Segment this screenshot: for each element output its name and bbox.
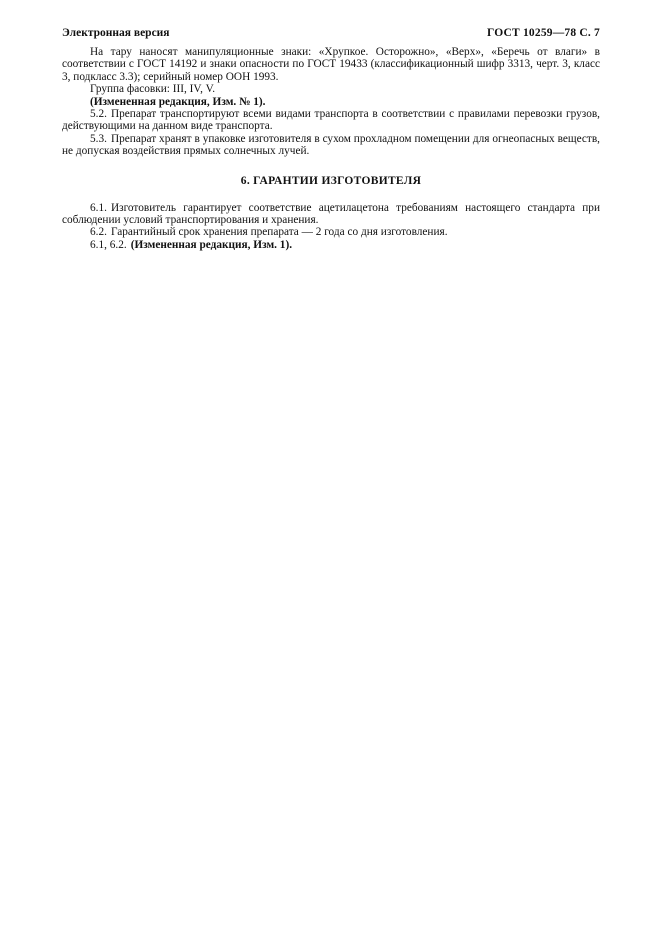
header-standard-page: ГОСТ 10259—78 С. 7 bbox=[487, 27, 600, 39]
clause-number: 6.2. bbox=[90, 226, 107, 239]
amendment-text: (Измененная редакция, Изм. 1). bbox=[130, 238, 293, 251]
clause-number: 6.1, 6.2. bbox=[90, 238, 127, 251]
amendment-note-6 bbox=[62, 239, 600, 251]
clause-6-1 bbox=[62, 202, 600, 227]
clause-5-3 bbox=[62, 133, 600, 158]
header-edition-label: Электронная версия bbox=[62, 27, 170, 39]
clause-number: 5.3. bbox=[90, 132, 107, 145]
clause-5-2 bbox=[62, 108, 600, 133]
clause-text: Препарат хранят в упаковке изготовителя в сухом прохладном помещении для огнеопасных веществ, не допуская воздействия прямых солнечных лучей. bbox=[62, 132, 600, 158]
clause-text: Препарат транспортируют всеми видами транспорта в соответствии с правилами перевозки грузов, действующими на данном виде транспорта. bbox=[62, 108, 600, 133]
clause-6-2 bbox=[62, 226, 600, 238]
document-page bbox=[62, 26, 600, 251]
amendment-note: (Измененная редакция, Изм. № 1). bbox=[90, 95, 266, 108]
clause-number: 6.1. bbox=[90, 201, 107, 214]
clause-number: 5.2. bbox=[90, 108, 107, 121]
clause-text: Изготовитель гарантирует соответствие ацетилацетона требованиям настоящего стандарта при соблюдении условий транспортирования и хранения. bbox=[62, 201, 600, 227]
paragraph-packing-group: Группа фасовки: III, IV, V. bbox=[90, 83, 216, 96]
paragraph-marking: На тару наносят манипуляционные знаки: «Хрупкое. Осторожно», «Верх», «Беречь от влаги» в соответствии с ГОСТ 14192 и знаки опасности по ГОСТ 19433 (классификационный шифр 3313, черт. 3, класс 3, подкласс 3.3); серийный номер ООН 1993. bbox=[62, 46, 600, 83]
page-header bbox=[62, 26, 600, 42]
section-title: 6. ГАРАНТИИ ИЗГОТОВИТЕЛЯ bbox=[240, 174, 422, 187]
document-body bbox=[62, 46, 600, 251]
clause-text: Гарантийный срок хранения препарата — 2 года со дня изготовления. bbox=[110, 226, 448, 239]
